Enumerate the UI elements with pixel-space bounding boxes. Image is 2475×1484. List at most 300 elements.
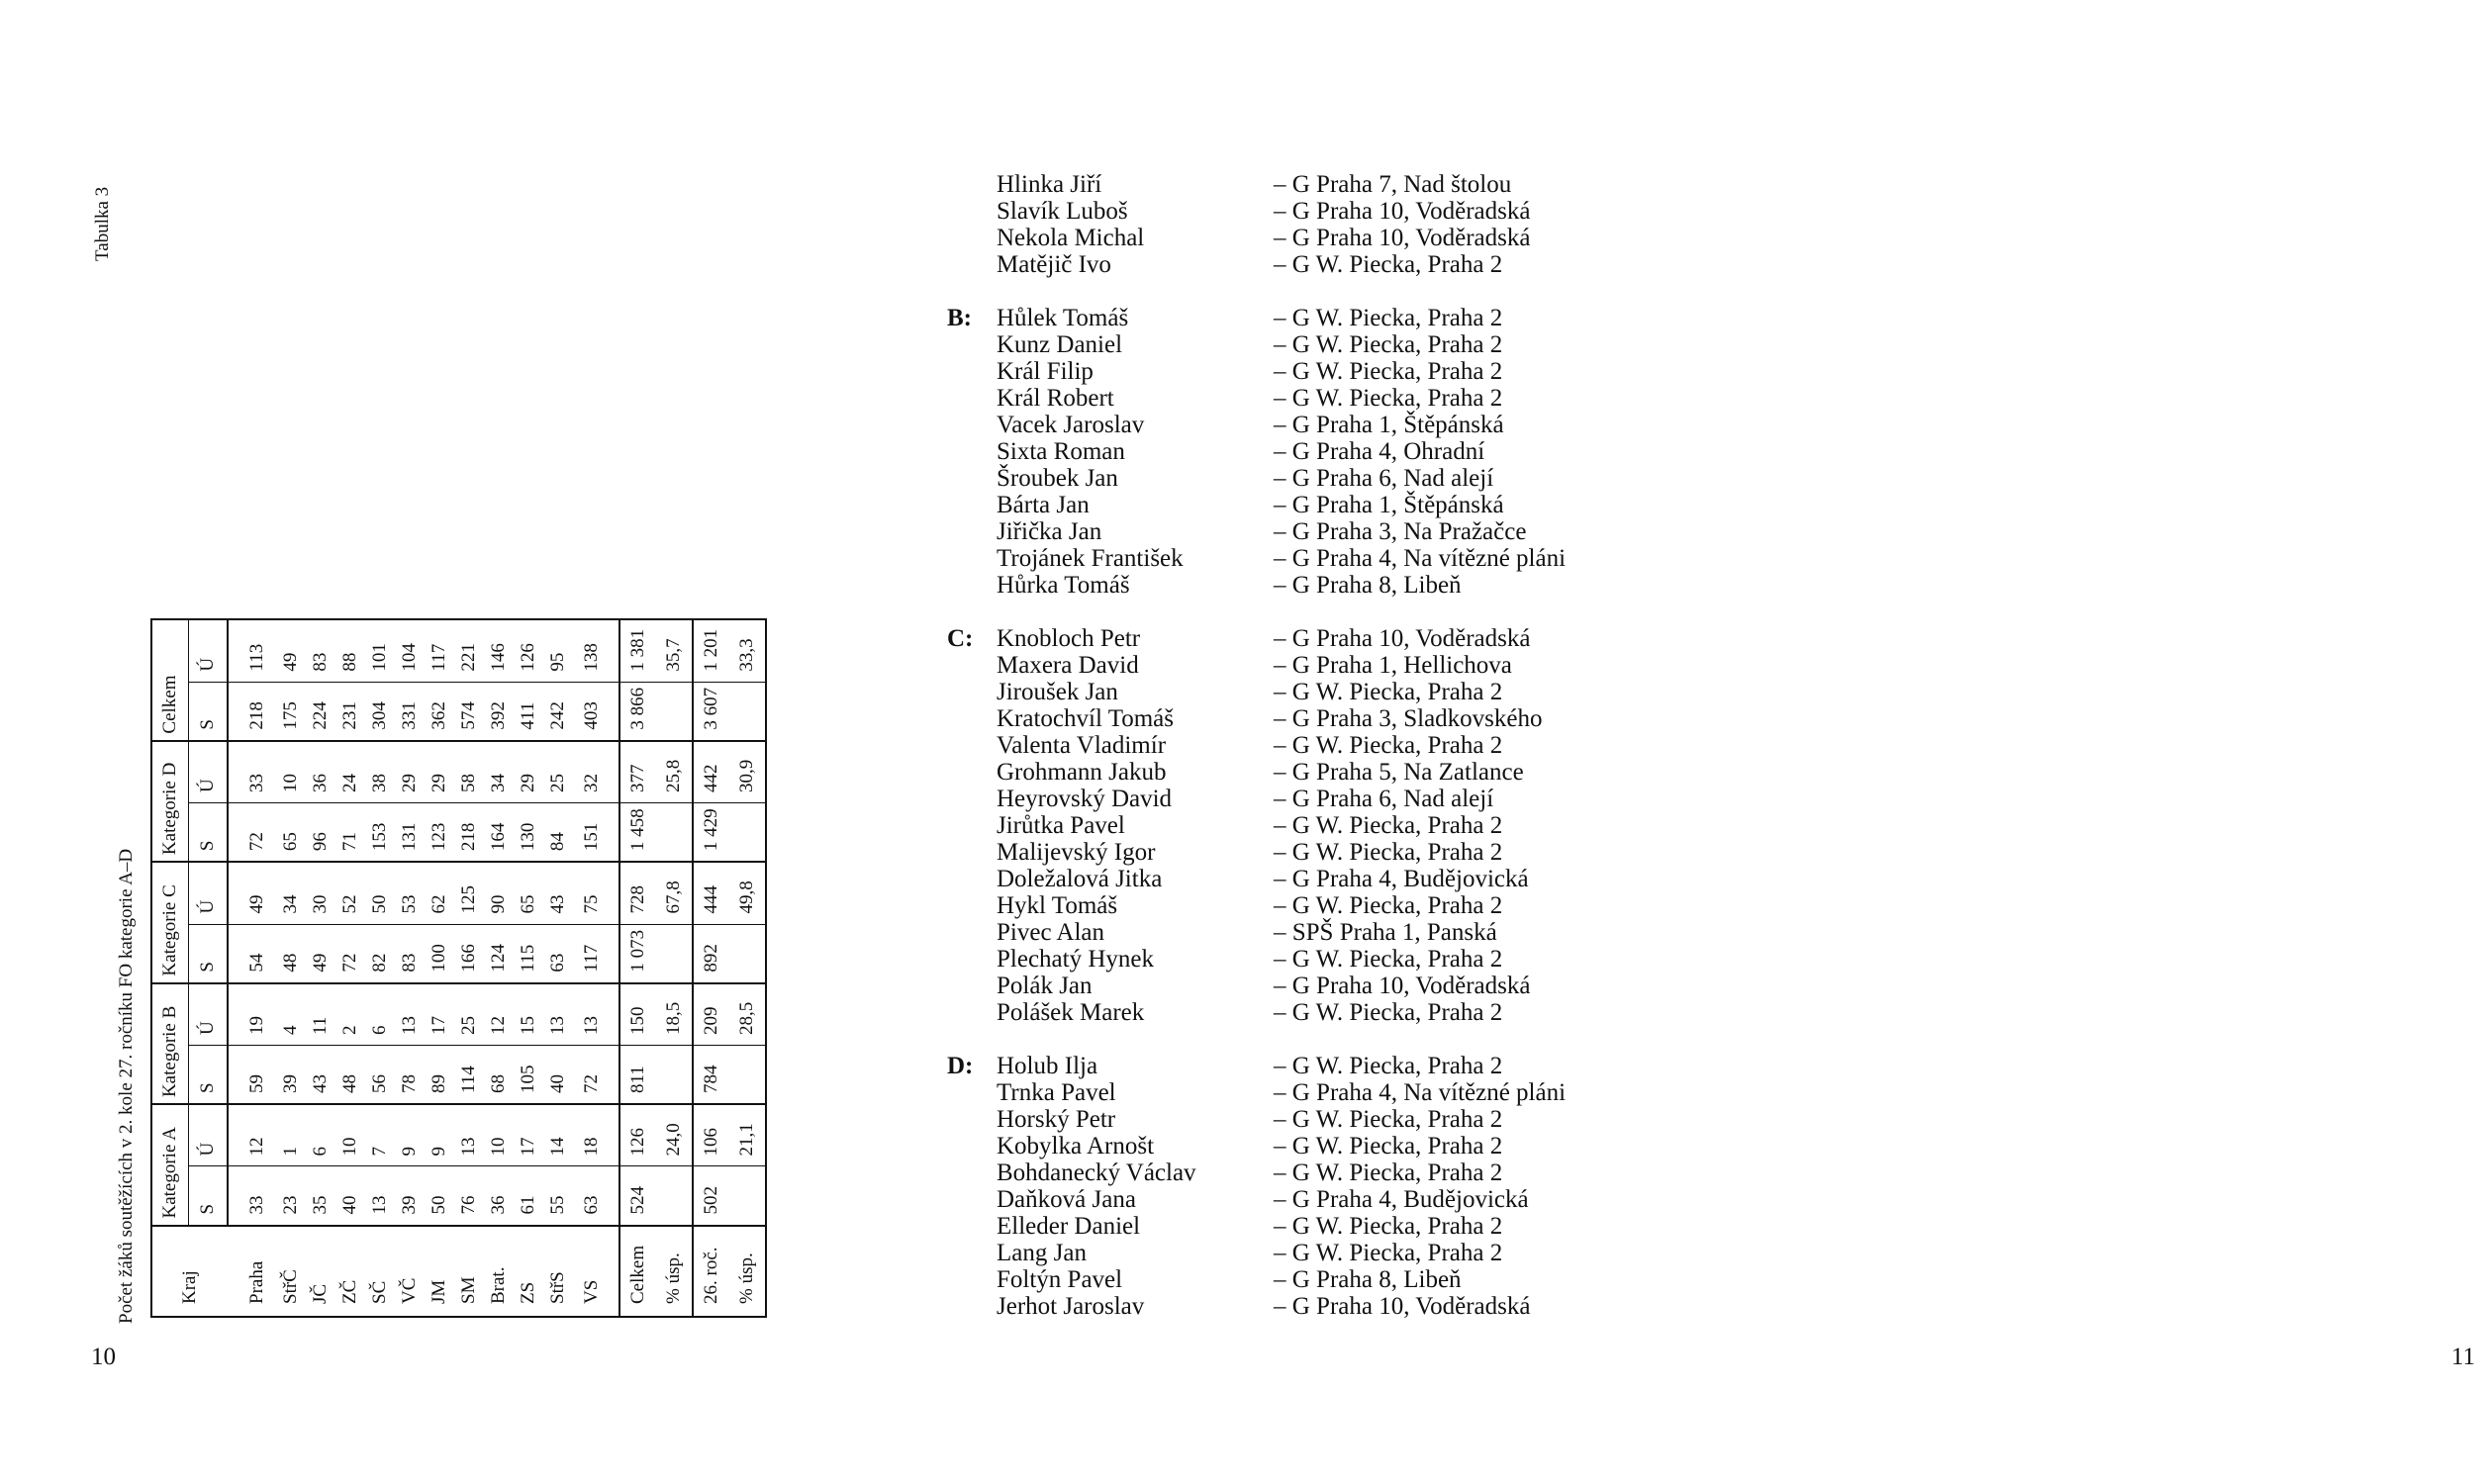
- participant-name: Maxera David: [997, 652, 1139, 679]
- participant-list: [947, 171, 1679, 1346]
- value-cell: 13: [543, 983, 573, 1046]
- participant-school: – G Praha 5, Na Zatlance: [1274, 759, 1524, 786]
- list-item: [947, 999, 1679, 1026]
- value-cell: 115: [514, 924, 543, 983]
- value-cell: 231: [335, 682, 365, 741]
- table-row: [514, 619, 543, 1317]
- value-cell: 151: [573, 803, 619, 863]
- list-item: [947, 705, 1679, 732]
- participant-school: – G W. Piecka, Praha 2: [1274, 1213, 1503, 1240]
- previous-year-row: [693, 619, 729, 1317]
- participant-name: Hůrka Tomáš: [997, 572, 1130, 599]
- participant-name: Král Filip: [997, 358, 1094, 385]
- value-cell: 23: [276, 1166, 306, 1226]
- value-cell: 54: [228, 924, 276, 983]
- participant-school: – G W. Piecka, Praha 2: [1274, 732, 1503, 759]
- participant-school: – G Praha 7, Nad štolou: [1274, 171, 1512, 198]
- value-cell: 502: [693, 1166, 729, 1226]
- category-group: [947, 171, 1679, 278]
- participant-school: – G Praha 4, Budějovická: [1274, 1186, 1529, 1213]
- value-cell: 50: [425, 1166, 454, 1226]
- participant-name: Jiroušek Jan: [997, 679, 1118, 705]
- previous-success-rate-row: [729, 619, 766, 1317]
- list-item: [947, 572, 1679, 599]
- value-cell: 95: [543, 619, 573, 682]
- value-cell: 30,9: [729, 741, 766, 803]
- list-item: [947, 1186, 1679, 1213]
- table-row: [395, 619, 425, 1317]
- value-cell: 126: [619, 1104, 656, 1166]
- value-cell: 14: [543, 1104, 573, 1166]
- participant-school: – G W. Piecka, Praha 2: [1274, 385, 1503, 412]
- value-cell: 130: [514, 803, 543, 863]
- participant-school: – G W. Piecka, Praha 2: [1274, 251, 1503, 278]
- subheader-u: Ú: [189, 1104, 229, 1166]
- participant-name: Jerhot Jaroslav: [997, 1293, 1145, 1320]
- participant-name: Jirůtka Pavel: [997, 812, 1125, 839]
- list-item: [947, 812, 1679, 839]
- participant-name: Malijevský Igor: [997, 839, 1156, 866]
- table-row: [365, 619, 395, 1317]
- participant-name: Slavík Luboš: [997, 198, 1128, 225]
- value-cell: 105: [514, 1046, 543, 1105]
- value-cell: 1 201: [693, 619, 729, 682]
- kraj-cell: VČ: [395, 1226, 425, 1317]
- value-cell: 40: [335, 1166, 365, 1226]
- value-cell: 574: [454, 682, 484, 741]
- value-cell: 28,5: [729, 983, 766, 1046]
- value-cell: 48: [335, 1046, 365, 1105]
- value-cell: 49,8: [729, 862, 766, 924]
- kraj-cell: ZČ: [335, 1226, 365, 1317]
- value-cell: 17: [514, 1104, 543, 1166]
- table-label: Tabulka 3: [92, 186, 113, 261]
- value-cell: [729, 682, 766, 741]
- participant-name: Kobylka Arnošt: [997, 1133, 1155, 1159]
- value-cell: 15: [514, 983, 543, 1046]
- value-cell: 29: [514, 741, 543, 803]
- statistics-table-wrapper: [150, 618, 767, 1318]
- kraj-cell: Brat.: [484, 1226, 514, 1317]
- category-group: [947, 305, 1679, 599]
- kraj-cell: % úsp.: [656, 1226, 693, 1317]
- participant-name: Jiřička Jan: [997, 518, 1102, 545]
- participant-school: – SPŠ Praha 1, Panská: [1274, 919, 1497, 946]
- value-cell: 104: [395, 619, 425, 682]
- value-cell: 52: [335, 862, 365, 924]
- list-item: [947, 438, 1679, 465]
- value-cell: 17: [425, 983, 454, 1046]
- value-cell: 39: [276, 1046, 306, 1105]
- participant-school: – G W. Piecka, Praha 2: [1274, 358, 1503, 385]
- subheader-row: [189, 619, 229, 1317]
- list-item: [947, 305, 1679, 331]
- kraj-cell: SM: [454, 1226, 484, 1317]
- participant-school: – G Praha 8, Libeň: [1274, 1266, 1462, 1293]
- value-cell: 403: [573, 682, 619, 741]
- value-cell: 10: [276, 741, 306, 803]
- value-cell: 106: [693, 1104, 729, 1166]
- value-cell: 56: [365, 1046, 395, 1105]
- value-cell: 33: [228, 741, 276, 803]
- value-cell: 24: [335, 741, 365, 803]
- participant-name: Elleder Daniel: [997, 1213, 1141, 1240]
- kraj-cell: 26. roč.: [693, 1226, 729, 1317]
- value-cell: 377: [619, 741, 656, 803]
- value-cell: 153: [365, 803, 395, 863]
- value-cell: 209: [693, 983, 729, 1046]
- value-cell: 1 429: [693, 803, 729, 863]
- value-cell: [729, 1046, 766, 1105]
- value-cell: 113: [228, 619, 276, 682]
- table-row: [276, 619, 306, 1317]
- value-cell: 4: [276, 983, 306, 1046]
- value-cell: 362: [425, 682, 454, 741]
- kraj-cell: Praha: [228, 1226, 276, 1317]
- value-cell: 68: [484, 1046, 514, 1105]
- value-cell: 242: [543, 682, 573, 741]
- participant-school: – G W. Piecka, Praha 2: [1274, 331, 1503, 358]
- value-cell: 10: [484, 1104, 514, 1166]
- value-cell: 728: [619, 862, 656, 924]
- value-cell: 82: [365, 924, 395, 983]
- participant-school: – G Praha 4, Na vítězné pláni: [1274, 1079, 1567, 1106]
- participant-name: Foltýn Pavel: [997, 1266, 1123, 1293]
- subheader-s: S: [189, 803, 229, 863]
- subheader-s: S: [189, 682, 229, 741]
- value-cell: 224: [306, 682, 335, 741]
- participant-name: Král Robert: [997, 385, 1114, 412]
- participant-name: Šroubek Jan: [997, 465, 1118, 492]
- value-cell: 32: [573, 741, 619, 803]
- value-cell: 55: [543, 1166, 573, 1226]
- table-row: [543, 619, 573, 1317]
- value-cell: 29: [395, 741, 425, 803]
- value-cell: 59: [228, 1046, 276, 1105]
- participant-school: – G Praha 10, Voděradská: [1274, 198, 1531, 225]
- participant-name: Hlinka Jiří: [997, 171, 1102, 198]
- list-item: [947, 198, 1679, 225]
- list-item: [947, 1293, 1679, 1320]
- group-header-b: Kategorie B: [151, 983, 189, 1104]
- list-item: [947, 946, 1679, 973]
- subheader-s: S: [189, 924, 229, 983]
- value-cell: 18,5: [656, 983, 693, 1046]
- list-item: [947, 652, 1679, 679]
- participant-name: Holub Ilja: [997, 1053, 1098, 1079]
- value-cell: 72: [335, 924, 365, 983]
- participant-name: Daňková Jana: [997, 1186, 1136, 1213]
- value-cell: 63: [573, 1166, 619, 1226]
- value-cell: 84: [543, 803, 573, 863]
- value-cell: 117: [425, 619, 454, 682]
- list-item: [947, 1079, 1679, 1106]
- value-cell: 48: [276, 924, 306, 983]
- subheader-s: S: [189, 1046, 229, 1105]
- value-cell: 78: [395, 1046, 425, 1105]
- value-cell: 38: [365, 741, 395, 803]
- kraj-cell: VS: [573, 1226, 619, 1317]
- list-item: [947, 732, 1679, 759]
- list-item: [947, 1053, 1679, 1079]
- value-cell: 13: [573, 983, 619, 1046]
- participant-name: Kratochvíl Tomáš: [997, 705, 1175, 732]
- table-row: [484, 619, 514, 1317]
- value-cell: 892: [693, 924, 729, 983]
- participant-name: Knobloch Petr: [997, 625, 1141, 652]
- value-cell: 29: [425, 741, 454, 803]
- participant-school: – G Praha 10, Voděradská: [1274, 973, 1531, 999]
- participant-school: – G Praha 10, Voděradská: [1274, 225, 1531, 251]
- value-cell: 43: [306, 1046, 335, 1105]
- value-cell: 40: [543, 1046, 573, 1105]
- list-item: [947, 679, 1679, 705]
- value-cell: 35: [306, 1166, 335, 1226]
- participant-name: Hůlek Tomáš: [997, 305, 1129, 331]
- left-page: [0, 0, 850, 1484]
- value-cell: 34: [484, 741, 514, 803]
- category-letter: D:: [947, 1053, 974, 1079]
- kraj-cell: StřČ: [276, 1226, 306, 1317]
- value-cell: [656, 1046, 693, 1105]
- value-cell: 218: [228, 682, 276, 741]
- value-cell: 19: [228, 983, 276, 1046]
- value-cell: 3 866: [619, 682, 656, 741]
- value-cell: 1 073: [619, 924, 656, 983]
- category-group: [947, 625, 1679, 1026]
- participant-name: Hykl Tomáš: [997, 892, 1118, 919]
- value-cell: 7: [365, 1104, 395, 1166]
- value-cell: 33: [228, 1166, 276, 1226]
- list-item: [947, 839, 1679, 866]
- participant-school: – G Praha 1, Štěpánská: [1274, 492, 1504, 518]
- value-cell: 123: [425, 803, 454, 863]
- participant-school: – G W. Piecka, Praha 2: [1274, 1240, 1503, 1266]
- list-item: [947, 759, 1679, 786]
- subheader-u: Ú: [189, 741, 229, 803]
- value-cell: 117: [573, 924, 619, 983]
- value-cell: 30: [306, 862, 335, 924]
- participant-school: – G Praha 6, Nad alejí: [1274, 465, 1494, 492]
- value-cell: 411: [514, 682, 543, 741]
- value-cell: 9: [395, 1104, 425, 1166]
- value-cell: 10: [335, 1104, 365, 1166]
- list-item: [947, 1106, 1679, 1133]
- value-cell: 221: [454, 619, 484, 682]
- value-cell: 43: [543, 862, 573, 924]
- value-cell: 49: [276, 619, 306, 682]
- table-row: [335, 619, 365, 1317]
- value-cell: 331: [395, 682, 425, 741]
- value-cell: 61: [514, 1166, 543, 1226]
- value-cell: 49: [306, 924, 335, 983]
- table-row: [228, 619, 276, 1317]
- participant-school: – G Praha 10, Voděradská: [1274, 625, 1531, 652]
- value-cell: 125: [454, 862, 484, 924]
- value-cell: 13: [395, 983, 425, 1046]
- value-cell: 53: [395, 862, 425, 924]
- participant-name: Nekola Michal: [997, 225, 1145, 251]
- list-item: [947, 919, 1679, 946]
- value-cell: 9: [425, 1104, 454, 1166]
- value-cell: 65: [514, 862, 543, 924]
- value-cell: 35,7: [656, 619, 693, 682]
- participant-school: – G W. Piecka, Praha 2: [1274, 999, 1503, 1026]
- category-group: [947, 1053, 1679, 1320]
- list-item: [947, 465, 1679, 492]
- participant-school: – G Praha 8, Libeň: [1274, 572, 1462, 599]
- kraj-cell: JČ: [306, 1226, 335, 1317]
- value-cell: 150: [619, 983, 656, 1046]
- participant-school: – G Praha 1, Hellichova: [1274, 652, 1512, 679]
- table-row: [306, 619, 335, 1317]
- participant-school: – G W. Piecka, Praha 2: [1274, 1053, 1503, 1079]
- value-cell: 36: [306, 741, 335, 803]
- value-cell: 83: [306, 619, 335, 682]
- table-body: [228, 619, 766, 1317]
- value-cell: 71: [335, 803, 365, 863]
- list-item: [947, 225, 1679, 251]
- participant-name: Trojánek František: [997, 545, 1184, 572]
- participant-school: – G Praha 4, Ohradní: [1274, 438, 1485, 465]
- value-cell: 67,8: [656, 862, 693, 924]
- value-cell: 442: [693, 741, 729, 803]
- value-cell: 36: [484, 1166, 514, 1226]
- category-letter: C:: [947, 625, 974, 652]
- list-item: [947, 412, 1679, 438]
- value-cell: 1 458: [619, 803, 656, 863]
- value-cell: 89: [425, 1046, 454, 1105]
- list-item: [947, 892, 1679, 919]
- value-cell: 392: [484, 682, 514, 741]
- value-cell: 33,3: [729, 619, 766, 682]
- participant-name: Polák Jan: [997, 973, 1093, 999]
- participant-school: – G W. Piecka, Praha 2: [1274, 305, 1503, 331]
- participant-name: Pivec Alan: [997, 919, 1105, 946]
- group-header-a: Kategorie A: [151, 1104, 189, 1225]
- kraj-cell: StřS: [543, 1226, 573, 1317]
- value-cell: 524: [619, 1166, 656, 1226]
- participant-name: Horský Petr: [997, 1106, 1116, 1133]
- value-cell: 72: [573, 1046, 619, 1105]
- value-cell: 49: [228, 862, 276, 924]
- list-item: [947, 786, 1679, 812]
- value-cell: 811: [619, 1046, 656, 1105]
- value-cell: [729, 924, 766, 983]
- subheader-u: Ú: [189, 619, 229, 682]
- value-cell: 75: [573, 862, 619, 924]
- value-cell: 21,1: [729, 1104, 766, 1166]
- kraj-header: Kraj: [151, 1226, 228, 1317]
- kraj-cell: ZS: [514, 1226, 543, 1317]
- participant-name: Vacek Jaroslav: [997, 412, 1145, 438]
- value-cell: 146: [484, 619, 514, 682]
- value-cell: 175: [276, 682, 306, 741]
- participant-school: – G W. Piecka, Praha 2: [1274, 839, 1503, 866]
- value-cell: 65: [276, 803, 306, 863]
- participant-school: – G W. Piecka, Praha 2: [1274, 812, 1503, 839]
- participant-school: – G Praha 6, Nad alejí: [1274, 786, 1494, 812]
- value-cell: 25: [454, 983, 484, 1046]
- value-cell: 96: [306, 803, 335, 863]
- participant-name: Lang Jan: [997, 1240, 1087, 1266]
- success-rate-row: [656, 619, 693, 1317]
- value-cell: 101: [365, 619, 395, 682]
- value-cell: 72: [228, 803, 276, 863]
- list-item: [947, 625, 1679, 652]
- participant-name: Sixta Roman: [997, 438, 1125, 465]
- value-cell: 83: [395, 924, 425, 983]
- kraj-cell: Celkem: [619, 1226, 656, 1317]
- participant-name: Bohdanecký Václav: [997, 1159, 1196, 1186]
- kraj-cell: % úsp.: [729, 1226, 766, 1317]
- subheader-u: Ú: [189, 983, 229, 1046]
- value-cell: 444: [693, 862, 729, 924]
- participant-name: Doležalová Jitka: [997, 866, 1163, 892]
- value-cell: 164: [484, 803, 514, 863]
- page-number-left: 10: [91, 1344, 116, 1370]
- group-header-total: Celkem: [151, 619, 189, 741]
- list-item: [947, 545, 1679, 572]
- value-cell: 88: [335, 619, 365, 682]
- table-row: [454, 619, 484, 1317]
- value-cell: [729, 803, 766, 863]
- value-cell: 90: [484, 862, 514, 924]
- value-cell: 18: [573, 1104, 619, 1166]
- subheader-u: Ú: [189, 862, 229, 924]
- value-cell: 24,0: [656, 1104, 693, 1166]
- value-cell: [656, 924, 693, 983]
- participant-name: Grohmann Jakub: [997, 759, 1167, 786]
- participant-name: Bárta Jan: [997, 492, 1090, 518]
- value-cell: 114: [454, 1046, 484, 1105]
- total-row: [619, 619, 656, 1317]
- value-cell: 6: [306, 1104, 335, 1166]
- participant-school: – G W. Piecka, Praha 2: [1274, 1159, 1503, 1186]
- right-page: [850, 0, 2475, 1484]
- participant-name: Valenta Vladimír: [997, 732, 1167, 759]
- group-header-d: Kategorie D: [151, 741, 189, 862]
- value-cell: 3 607: [693, 682, 729, 741]
- list-item: [947, 1240, 1679, 1266]
- value-cell: [656, 1166, 693, 1226]
- list-item: [947, 1133, 1679, 1159]
- category-letter: B:: [947, 305, 972, 331]
- value-cell: 124: [484, 924, 514, 983]
- value-cell: 1: [276, 1104, 306, 1166]
- value-cell: 6: [365, 983, 395, 1046]
- participant-school: – G W. Piecka, Praha 2: [1274, 1106, 1503, 1133]
- value-cell: 131: [395, 803, 425, 863]
- value-cell: 62: [425, 862, 454, 924]
- participant-school: – G Praha 4, Na vítězné pláni: [1274, 545, 1567, 572]
- participant-school: – G Praha 3, Sladkovského: [1274, 705, 1543, 732]
- list-item: [947, 171, 1679, 198]
- list-item: [947, 358, 1679, 385]
- page-number-right: 11: [2451, 1344, 2475, 1370]
- value-cell: [656, 682, 693, 741]
- list-item: [947, 1266, 1679, 1293]
- value-cell: 784: [693, 1046, 729, 1105]
- value-cell: 1 381: [619, 619, 656, 682]
- value-cell: 126: [514, 619, 543, 682]
- participant-name: Matějič Ivo: [997, 251, 1111, 278]
- participant-school: – G W. Piecka, Praha 2: [1274, 892, 1503, 919]
- table-row: [573, 619, 619, 1317]
- list-item: [947, 385, 1679, 412]
- statistics-table: [150, 618, 767, 1318]
- participant-school: – G W. Piecka, Praha 2: [1274, 679, 1503, 705]
